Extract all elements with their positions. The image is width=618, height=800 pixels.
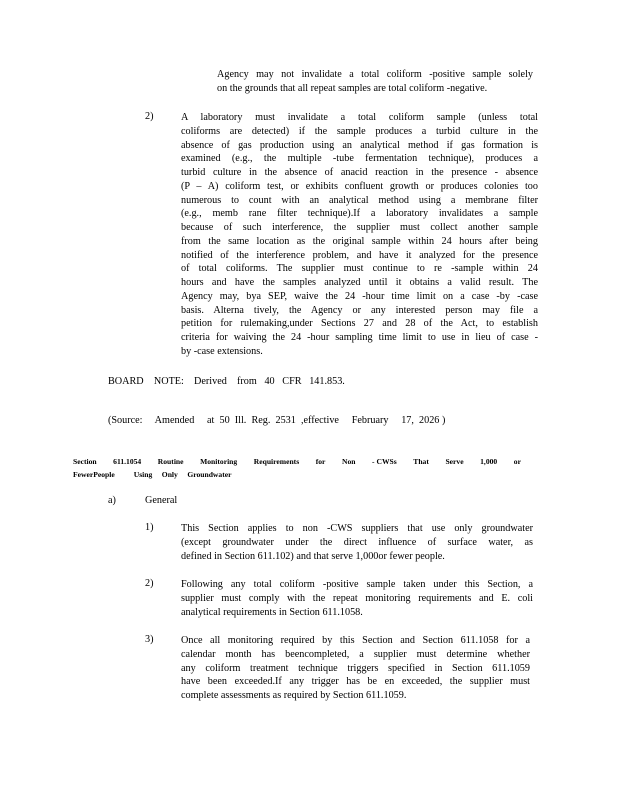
paragraph-line: (P – A) coliform test, or exhibits confluent growth or produces colonies too <box>181 180 538 192</box>
heading-word: That <box>413 457 429 466</box>
paragraph-line: of total coliforms. The supplier must continue to re -sample within 24 <box>181 263 538 275</box>
paragraph-line: This Section applies to non -CWS suppliers that use only groundwater <box>181 523 533 534</box>
heading-word: - CWSs <box>372 457 397 466</box>
subsection-title: General <box>145 495 178 506</box>
item-number: 1) <box>145 522 154 533</box>
section-heading-line-2: FewerPeople Using Only Groundwater <box>73 470 232 479</box>
paragraph-line: Agency may, bya SEP, waive the 24 -hour time limit on a case -by -case <box>181 290 538 302</box>
heading-word: 1,000 <box>480 457 498 466</box>
paragraph-line: criteria for waiving the 24 -hour sampling time limit to use in lieu of case - <box>181 332 538 343</box>
heading-word: Requirements <box>253 457 300 466</box>
section-heading <box>73 455 521 481</box>
paragraph-line: defined in Section 611.102) and that serve 1,000or fewer people. <box>181 550 445 562</box>
paragraph-line: have been exceeded.If any trigger has be en exceeded, the supplier must <box>181 676 530 688</box>
paragraph-line: Once all monitoring required by this Section and Section 611.1058 for a <box>181 635 530 646</box>
item-1-paragraph <box>181 522 533 563</box>
paragraph-line: calendar month has beencompleted, a supplier must determine whether <box>181 648 530 660</box>
continuation-line: on the grounds that all repeat samples are total coliform -negative. <box>217 82 488 94</box>
heading-word: or <box>513 457 521 466</box>
paragraph-line: because of such interference, the supplier must collect another sample <box>181 222 538 233</box>
item-number: 3) <box>145 634 154 645</box>
paragraph-line: A laboratory must invalidate a total coliform sample (unless total <box>181 112 538 123</box>
paragraph-line: any coliform treatment technique triggers specified in Section 611.1059 <box>181 662 530 674</box>
continuation-paragraph <box>217 68 533 96</box>
paragraph-line: complete assessments as required by Section 611.1059. <box>181 690 407 701</box>
paragraph-line: notified of the interference problem, and have it analyzed for the presence <box>181 249 538 261</box>
paragraph-line: Following any total coliform -positive sample taken under this Section, a <box>181 579 533 590</box>
item-2-paragraph <box>181 111 538 359</box>
paragraph-line: examined (e.g., the multiple -tube fermentation technique), produces a <box>181 153 538 165</box>
subsection-label: a) <box>108 495 116 506</box>
item-number: 2) <box>145 111 154 122</box>
item-2b-paragraph <box>181 578 533 619</box>
heading-word: Non <box>341 457 356 466</box>
heading-word: Monitoring <box>200 457 238 466</box>
item-number: 2) <box>145 578 154 589</box>
heading-word: Routine <box>157 457 184 466</box>
paragraph-line: turbid culture in the absence of anacid reaction in the presence - absence <box>181 167 538 178</box>
heading-word: for <box>315 457 326 466</box>
paragraph-line: petition for rulemaking,under Sections 27 and 28 of the Act, to establish <box>181 318 538 330</box>
heading-word: Serve <box>445 457 464 466</box>
paragraph-line: (e.g., memb rane filter technique).If a laboratory invalidates a sample <box>181 208 538 220</box>
paragraph-line: coliforms are detected) if the sample produces a turbid culture in the <box>181 125 538 137</box>
paragraph-line: by -case extensions. <box>181 345 263 357</box>
paragraph-line: analytical requirements in Section 611.1058. <box>181 606 363 618</box>
paragraph-line: basis. Alterna tively, the Agency or any interested person may file a <box>181 304 538 316</box>
source-note: (Source: Amended at 50 Ill. Reg. 2531 ,effective February 17, 2026 ) <box>108 415 446 426</box>
paragraph-line: numerous to count with an analytical method using a membrane filter <box>181 194 538 206</box>
paragraph-line: supplier must comply with the repeat monitoring requirements and E. coli <box>181 592 533 604</box>
paragraph-line: from the same location as the original sample within 24 hours after being <box>181 235 538 247</box>
paragraph-line: hours and have the samples analyzed until it obtains a valid result. The <box>181 277 538 288</box>
heading-word: 611.1054 <box>113 457 142 466</box>
continuation-line: Agency may not invalidate a total coliform -positive sample solely <box>217 69 533 80</box>
paragraph-line: (except groundwater under the direct influence of surface water, as <box>181 536 533 548</box>
heading-word: Section <box>73 457 97 466</box>
item-3-paragraph <box>181 634 530 703</box>
section-heading-line-1 <box>73 455 521 468</box>
board-note: BOARD NOTE: Derived from 40 CFR 141.853. <box>108 376 345 387</box>
paragraph-line: absence of gas production using an analytical method if gas formation is <box>181 139 538 151</box>
